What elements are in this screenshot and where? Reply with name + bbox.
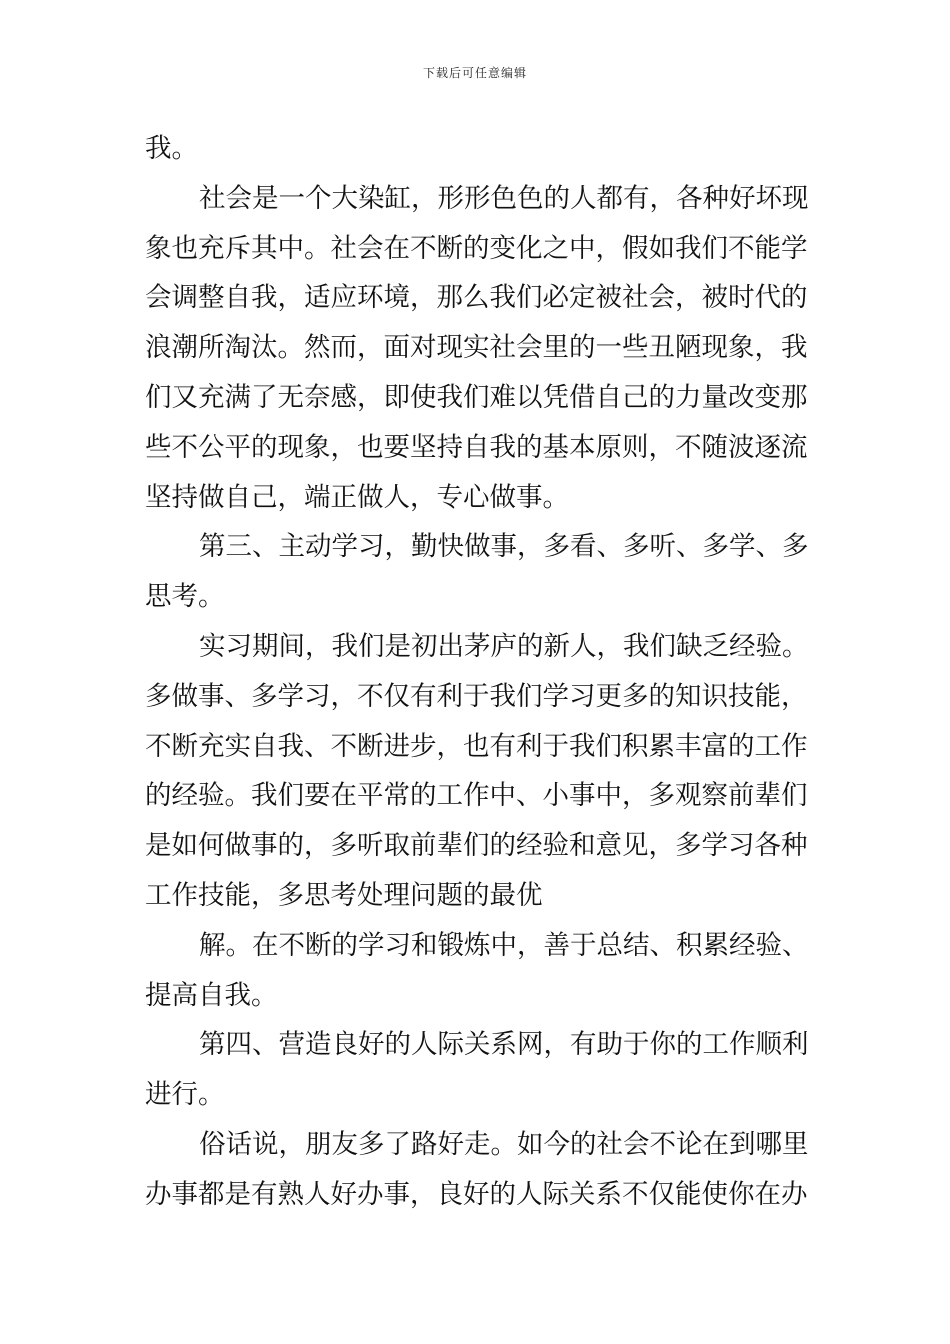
text-line: 实习期间，我们是初出茅庐的新人，我们缺乏经验。 xyxy=(199,630,809,662)
text-line: 是如何做事的，多听取前辈们的经验和意见，多学习各种 xyxy=(145,830,808,862)
text-line: 办事都是有熟人好办事，良好的人际关系不仅能使你在办 xyxy=(145,1178,808,1210)
text-line: 不断充实自我、不断进步，也有利于我们积累丰富的工作 xyxy=(145,730,808,762)
document-body xyxy=(145,124,813,1220)
text-line: 解。在不断的学习和锻炼中，善于总结、积累经验、 xyxy=(199,929,809,961)
text-line: 社会是一个大染缸，形形色色的人都有，各种好坏现 xyxy=(199,182,809,214)
page-header: 下载后可任意编辑 xyxy=(422,66,527,80)
text-line: 工作技能，多思考处理问题的最优 xyxy=(145,879,543,911)
text-line: 们又充满了无奈感，即使我们难以凭借自己的力量改变那 xyxy=(145,381,808,413)
text-line: 的经验。我们要在平常的工作中、小事中，多观察前辈们 xyxy=(145,780,808,812)
text-line: 浪潮所淘汰。然而，面对现实社会里的一些丑陋现象，我 xyxy=(145,332,808,364)
text-line: 象也充斥其中。社会在不断的变化之中，假如我们不能学 xyxy=(145,232,808,264)
text-line: 多做事、多学习，不仅有利于我们学习更多的知识技能， xyxy=(145,680,808,712)
text-line: 些不公平的现象，也要坚持自我的基本原则，不随波逐流 xyxy=(145,431,808,463)
text-line: 第四、营造良好的人际关系网，有助于你的工作顺利 xyxy=(199,1029,809,1061)
text-line: 第三、主动学习，勤快做事，多看、多听、多学、多 xyxy=(199,531,809,563)
text-line: 进行。 xyxy=(145,1079,225,1111)
text-line: 会调整自我，适应环境，那么我们必定被社会，被时代的 xyxy=(145,282,808,314)
text-line: 俗话说，朋友多了路好走。如今的社会不论在到哪里 xyxy=(199,1128,809,1160)
text-line: 坚持做自己，端正做人，专心做事。 xyxy=(145,481,569,513)
text-line: 我。 xyxy=(145,133,198,164)
text-line: 提高自我。 xyxy=(145,979,278,1011)
text-line: 思考。 xyxy=(145,581,225,613)
